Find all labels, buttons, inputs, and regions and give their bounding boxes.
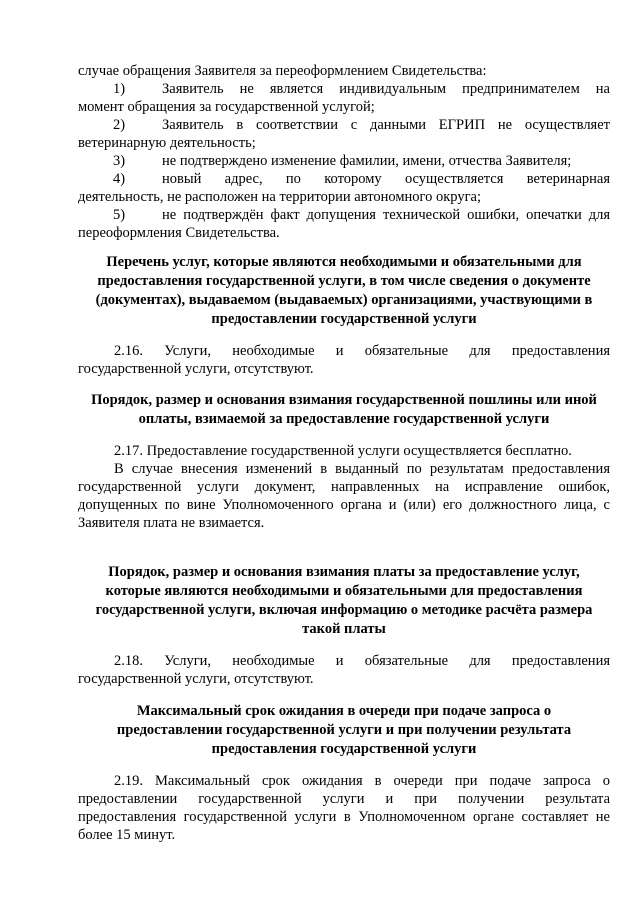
list-item-number: 5) (113, 207, 126, 223)
paragraph-2-19: 2.19. Максимальный срок ожидания в очереди при подаче запроса о предоставлении государственной услуги и при получении результата предоставления государственной услуги в Уполномоченном органе составляет не более 15 минут. (78, 773, 610, 843)
list-item-continuation: деятельность, не расположен на территории автономного округа; (78, 189, 481, 205)
list-item-continuation: ветеринарную деятельность; (78, 135, 256, 151)
list-item-text: новый адрес, по которому осуществляется ветеринарная (162, 171, 610, 187)
list-intro: случае обращения Заявителя за переоформлением Свидетельства: (78, 63, 487, 79)
refusal-grounds-list (78, 62, 610, 242)
list-item (78, 170, 610, 188)
list-item-text: не подтверждён факт допущения технической ошибки, опечатки для (162, 207, 610, 223)
list-item-text: Заявитель не является индивидуальным предпринимателем на (162, 81, 610, 97)
list-item-number: 1) (113, 81, 126, 97)
section-heading-required-services: Перечень услуг, которые являются необходимыми и обязательными для предоставления государственной услуги, в том числе сведения о документе (документах), выдаваемом (выдаваемых) организациями, участвующими в предоставлении государственной услуги (95, 254, 593, 327)
list-item-continuation: момент обращения за государственной услугой; (78, 99, 375, 115)
list-item (78, 152, 610, 170)
paragraph-2-17: 2.17. Предоставление государственной услуги осуществляется бесплатно. В случае внесения изменений в выданный по результатам предоставления государственной услуги документ, направленных на исправление ошибок, допущенных по вине Уполномоченного органа и (или) его должностного лица, с Заявителя плата не взимается. (78, 443, 610, 531)
list-item (78, 116, 610, 134)
list-item-text: Заявитель в соответствии с данными ЕГРИП не осуществляет (162, 117, 610, 133)
list-item (78, 80, 610, 98)
section-heading-queue-time: Максимальный срок ожидания в очереди при подаче запроса о предоставлении государственной услуги и при получении результата предоставления государственной услуги (116, 703, 572, 757)
paragraph-2-16: 2.16. Услуги, необходимые и обязательные для предоставления государственной услуги, отсутствуют. (78, 343, 610, 377)
list-item (78, 206, 610, 224)
list-item-number: 3) (113, 153, 126, 169)
list-item-number: 2) (113, 117, 126, 133)
paragraph-2-18: 2.18. Услуги, необходимые и обязательные для предоставления государственной услуги, отсутствуют. (78, 653, 610, 687)
list-item-number: 4) (113, 171, 126, 187)
list-item-text: не подтверждено изменение фамилии, имени, отчества Заявителя; (162, 153, 572, 169)
section-heading-service-fees: Порядок, размер и основания взимания платы за предоставление услуг, которые являются необходимыми и обязательными для предоставления государственной услуги, включая информацию о методике расчёта размера такой платы (95, 564, 593, 637)
list-item-continuation: переоформления Свидетельства. (78, 225, 280, 241)
section-heading-state-fee: Порядок, размер и основания взимания государственной пошлины или иной оплаты, взимаемой за предоставление государственной услуги (91, 392, 597, 427)
